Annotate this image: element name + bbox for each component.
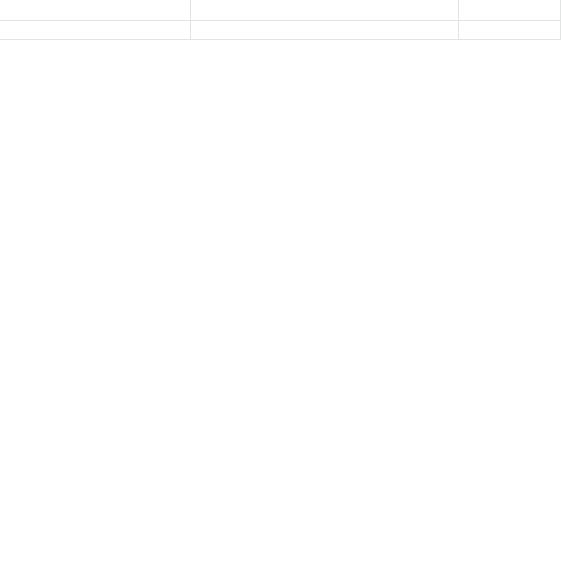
header-course[interactable] — [0, 19, 191, 40]
cell-title-right[interactable] — [459, 0, 561, 21]
sheet-title[interactable] — [0, 0, 459, 21]
header-fee[interactable] — [191, 19, 459, 40]
header-empty[interactable] — [459, 19, 561, 40]
